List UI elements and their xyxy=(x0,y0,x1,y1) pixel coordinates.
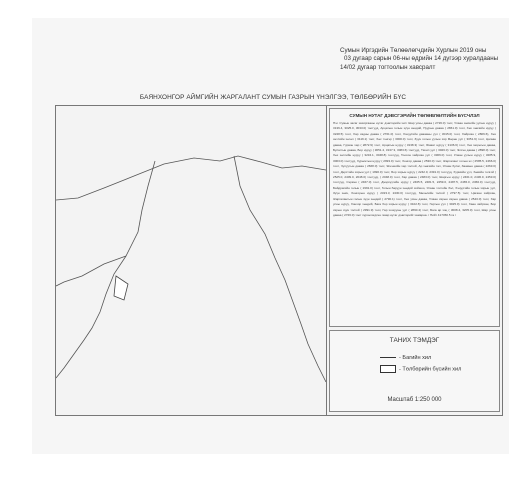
resolution-line-1: Сумын Иргэдийн Төлөөлөгчдийн Хурлын 2019 оны xyxy=(340,47,487,54)
map-title: БАЯНХОНГОР АЙМГИЙН ЖАРГАЛАНТ СУМЫН ГАЗРЫН ҮНЭЛГЭЭ, ТӨЛБӨРИЙН БҮС xyxy=(139,94,407,101)
legend-item-bag-boundary xyxy=(380,355,431,361)
bag-boundary-symbol xyxy=(380,357,396,358)
payment-zone-symbol xyxy=(380,365,396,373)
resolution-line-2: 03 дугаар сарын 06-ны өдрийн 14 дүгээр хуралдааны xyxy=(344,55,499,63)
bag-boundary-central xyxy=(56,161,155,378)
legend-item-label: - Багийн хил xyxy=(399,355,432,361)
resolution-line-3: 14/02 дугаар тогтоолын хавсралт xyxy=(340,63,436,71)
description-body: Нэг. Сумын засаг захиргааны нутаг дэвсгэрийн хил: Шар усны даваа ( 2726.0) тоот, Улаан хөвчийн уулын нуруу ( 3136.4, 3025.0, 3033.0) тоотууд, Арцатын голын зүүн хөндий, Нуурын даваа ( 2861.0) тоот, Хөх хөвчийн нуруу ( 3248.5) тоот, Хар хадны даваа ( 2761.0) тоот, Хэцүүгийн давааны уул ( 3015.0) тоот, Хайрхан ( 2806.6), Хөх хөтлийн хөтөл ( 3119.1) тоот, Хөх тэнгэр ( 3000.0) тоот, Зуун голын уулын хяр Мөрөн уул ( 3051.9) тоот, Цагаан даваа, Гүрвэн хар ( 2872.9) тоот, Арцатын нуруу ( 3138.3) тоот, Ямаат нуруу ( 3136.6) тоот, Хөх морьтын даваа, Булагтын даваа, Бор нуруу ( 3051.4, 3137.3, 3083.6) тоотууд, Тахил уул ( 3026.0) тоот, Элсэн даваа ( 2898.0) тоот, Хөх хөтлийн нуруу ( 3234.1, 3048.8) тоотууд, Тоосон хайрхан уул ( 3306.0) тоот, Улаан уулын нуруу ( 3285.9, 3003.0) тоотууд, Хурымтын нуруу ( 2993.0) тоот, Хонгор даваа ( 2530.0) тоот, Жаргалант голын эх ( 2585.5, 2466.0) тоот, Чулуутын даваа ( 2668.0) тоот, Эгнэшийн хар толгой, Ар хөвчийн тал, Улаан булаг, Заамын даваа ( 2263.0) тоот, Дэрстэйн хярын уул ( 1990.0) тоот, Бор хярын нуруу ( 2242.0, 2391.0) тоотууд, Хурмийн уул, Хөвийн толгой ( 2525.0, 2409.0, 2048.0) тоотууд, ( 2048.0) тоот, Хар даваа ( 2483.0) тоот, Шаргын нуруу ( 2461.0, 2436.0, 2453.0) тоотууд, Сэрвэн ( 2467.0) тоот, Дээрхүүгийн нуруу ( 2465.5, 2481.5, 2459.0, 2487.5, 2465.0, 2366.0) тоотууд, Байдрагийн голын ( 1991.0) тоот, Голын баруун хөндий хойшоо, Улаан толгойн бэл, Хэцүүгийн голын хярын уул, Зүүн хөвч, Хонгорын нуруу ( 2323.3, 2430.0) тоотууд, Мөхөлийн толгой ( 2797.5) тоот, Цагаан хайрхан, Жаргалантын голын зүүн хөндий ( 2790.1) тоот, Хөх усны даваа, Улаан хярын хярын даваа ( 2543.0) тоот, Хар усны нуруу, Хонхор хөндий, Бага бор хярын нуруу ( 3102.8) тоот, Гартын уул ( 3025.0) тоот, Хаан хайрхан, Бор хярын зүүн толгой ( 2991.9) тоот, Гар хошууны уул ( 2890.4) тоот, Бага ар хэц ( 3008.4, 3205.0) тоот, Шар усны даваа ( 2726.0) тоот хүрээлэгдсэн газар нутаг дэвсгэрийг хамарна. / Нийт 417450.5 га / xyxy=(333,121,496,217)
legend-item-label: - Төлбөрийн бүсийн хил xyxy=(399,366,462,373)
bag-boundary-north xyxy=(56,156,326,200)
legend-title: ТАНИХ ТЭМДЭГ xyxy=(389,337,440,344)
legend-item-payment-zone xyxy=(380,365,461,373)
payment-zone-boundary xyxy=(114,276,128,300)
resolution-note xyxy=(340,47,510,72)
boundary-map xyxy=(56,106,326,415)
side-panel xyxy=(327,106,502,415)
bag-boundary-east xyxy=(234,156,326,382)
map-scale: Масштаб 1:250 000 xyxy=(387,397,442,403)
boundary-description xyxy=(329,108,500,327)
map-frame xyxy=(55,105,503,416)
map-area xyxy=(56,106,327,415)
description-heading: СУМЫН НУТАГ ДЭВСГЭРИЙН ТӨЛӨВЛӨЛТИЙН БҮСЧЛЭЛ xyxy=(349,113,480,118)
legend xyxy=(329,330,500,412)
